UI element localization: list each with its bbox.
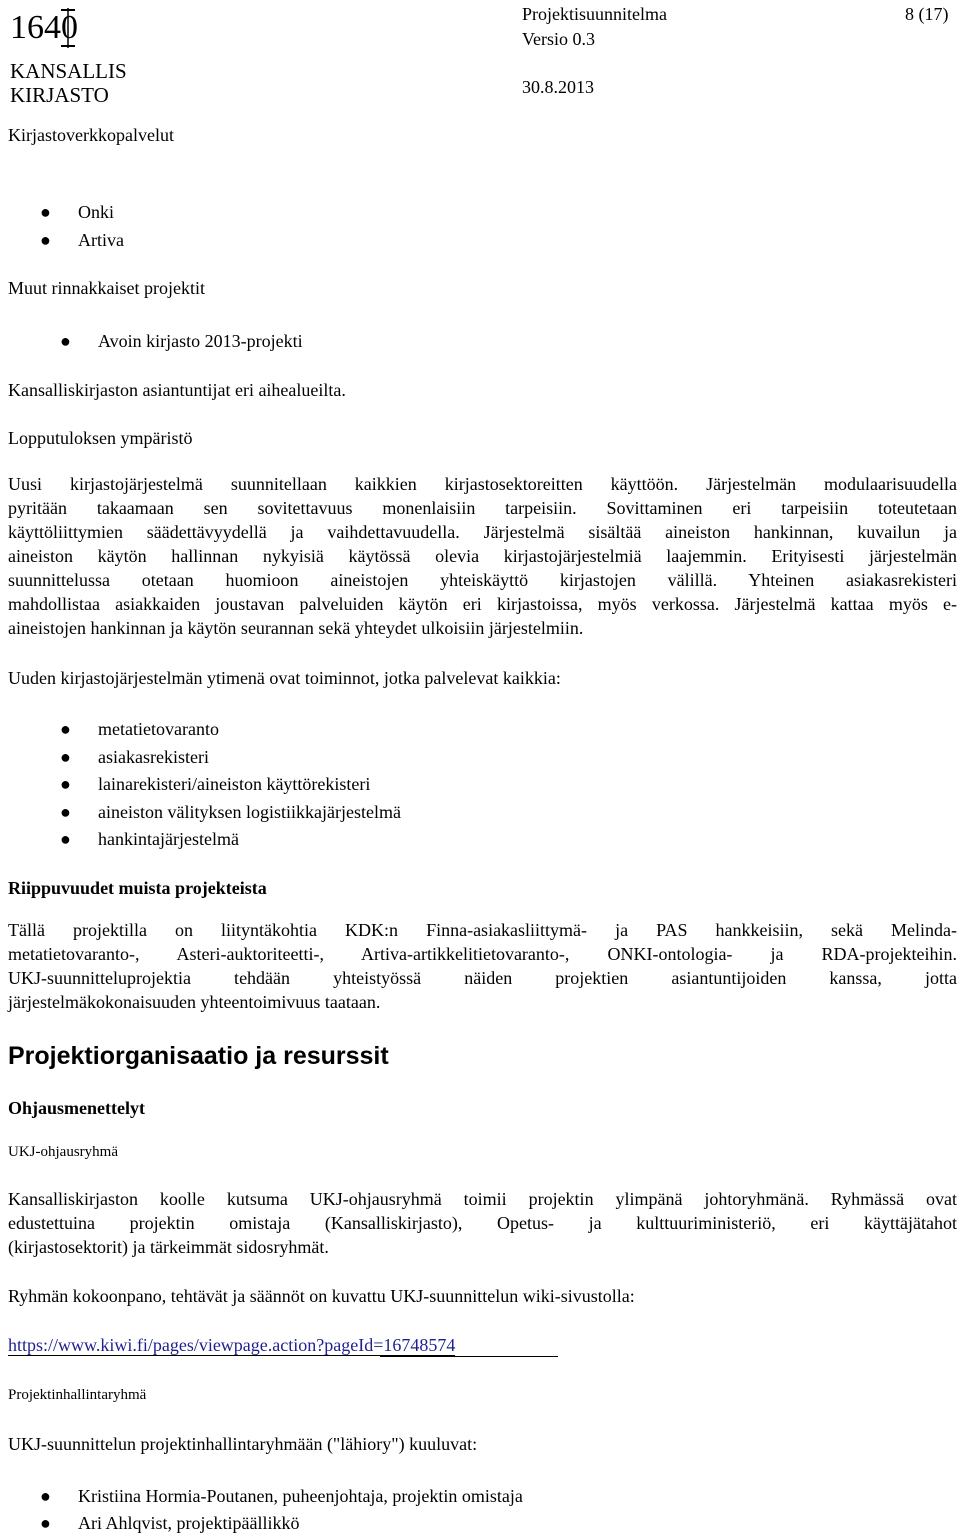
document-title: Projektisuunnitelma	[522, 4, 667, 24]
link-underline	[380, 1356, 558, 1357]
document-version: Versio 0.3	[522, 29, 595, 49]
organization-unit: Kirjastoverkkopalvelut	[8, 125, 174, 145]
bullet-icon: ●	[60, 774, 71, 794]
wiki-link[interactable]: https://www.kiwi.fi/pages/viewpage.action?pageId=16748574	[8, 1335, 456, 1355]
national-library-logo	[8, 4, 130, 108]
bullet-icon: ●	[40, 1486, 51, 1506]
logo-graphic	[8, 4, 130, 108]
list-item: ● Kristiina Hormia-Poutanen, puheenjohtaja, projektin omistaja	[40, 1486, 523, 1506]
bullet-icon: ●	[60, 747, 71, 767]
steering-paragraph: Kansalliskirjaston koolle kutsuma UKJ-ohjausryhmä toimii projektin ylimpänä johtoryhmänä. Ryhmässä ovat edustettuina projektin omistaja (Kansalliskirjasto), Opetus- ja kulttuuriministeriö, eri käyttäjätahot (kirjastosektorit) ja tärkeimmät sidosryhmät.	[8, 1189, 957, 1257]
project-management-label: Projektinhallintaryhmä	[8, 1387, 147, 1403]
bullet-icon: ●	[40, 202, 51, 222]
list-item: ● hankintajärjestelmä	[60, 829, 239, 849]
dependencies-paragraph: Tällä projektilla on liityntäkohtia KDK:n Finna-asiakasliittymä- ja PAS hankkeisiin, sekä Melinda- metatietovaranto-, Asteri-auktoriteetti-, Artiva-artikkelitietovaranto-, ONKI-ontologia- ja RDA-projekteihin. UKJ-suunnitteluprojektia tehdään yhteistyössä näiden projektien asiantuntijoiden kanssa, jotta järjestelmäkokonaisuuden yhteentoimivuus taataan.	[8, 920, 957, 1012]
parallel-projects-heading: Muut rinnakkaiset projektit	[8, 278, 205, 298]
dependencies-heading: Riippuvuudet muista projekteista	[8, 878, 267, 898]
list-item: ● Artiva	[40, 230, 124, 250]
list-item: ● asiakasrekisteri	[60, 747, 209, 767]
list-item: ● metatietovaranto	[60, 719, 219, 739]
logo-year: 1640	[10, 9, 78, 46]
steering-group-label: UKJ-ohjausryhmä	[8, 1144, 118, 1160]
management-intro: UKJ-suunnittelun projektinhallintaryhmään ("lähiory") kuuluvat:	[8, 1434, 478, 1454]
core-functions-intro: Uuden kirjastojärjestelmän ytimenä ovat toiminnot, jotka palvelevat kaikkia:	[8, 668, 561, 688]
wiki-intro: Ryhmän kokoonpano, tehtävät ja säännöt on kuvattu UKJ-suunnittelun wiki-sivustolla:	[8, 1286, 635, 1306]
bullet-icon: ●	[40, 230, 51, 250]
bullet-icon: ●	[60, 331, 71, 351]
bullet-icon: ●	[40, 1513, 51, 1533]
wiki-link-row	[8, 1333, 455, 1357]
experts-line: Kansalliskirjaston asiantuntijat eri aihealueilta.	[8, 380, 346, 400]
list-item: ● Ari Ahlqvist, projektipäällikkö	[40, 1513, 300, 1533]
environment-paragraph: Uusi kirjastojärjestelmä suunnitellaan kaikkien kirjastosektoreitten käyttöön. Järjestelmän modulaarisuudella pyritään takaamaan sen sovitettavuus monenlaisiin tarpeisiin. Sovittaminen eri tarpeisiin toteutetaan käyttöliittymien säädettävyydellä ja vaihdettavuudella. Järjestelmä sisältää aineiston hankinnan, kuvailun ja aineiston käytön hallinnan nykyisiä käytössä olevia kirjastojärjestelmiä laajemmin. Erityisesti järjestelmän suunnittelussa otetaan huomioon aineistojen yhteiskäyttö kirjastojen välillä. Yhteinen asiakasrekisteri mahdollistaa asiakkaiden joustavan palveluiden käytön eri kirjastoissa, myös verkossa. Järjestelmä kattaa myös e- aineistojen hankinnan ja käytön seurannan sekä yhteydet ulkoisiin järjestelmiin.	[8, 474, 957, 638]
page-number: 8 (17)	[905, 4, 949, 24]
steering-heading: Ohjausmenettelyt	[8, 1098, 145, 1118]
list-item: ● lainarekisteri/aineiston käyttörekisteri	[60, 774, 371, 794]
document-date: 30.8.2013	[522, 77, 594, 97]
list-item: ● aineiston välityksen logistiikkajärjestelmä	[60, 802, 401, 822]
logo-name-line1: KANSALLIS	[10, 59, 127, 83]
section-heading: Projektiorganisaatio ja resurssit	[8, 1042, 389, 1070]
logo-name-line2: KIRJASTO	[10, 83, 109, 107]
bullet-icon: ●	[60, 802, 71, 822]
list-item: ● Avoin kirjasto 2013-projekti	[60, 331, 303, 351]
bullet-icon: ●	[60, 829, 71, 849]
environment-heading: Lopputuloksen ympäristö	[8, 428, 193, 448]
bullet-icon: ●	[60, 719, 71, 739]
list-item: ● Onki	[40, 202, 114, 222]
